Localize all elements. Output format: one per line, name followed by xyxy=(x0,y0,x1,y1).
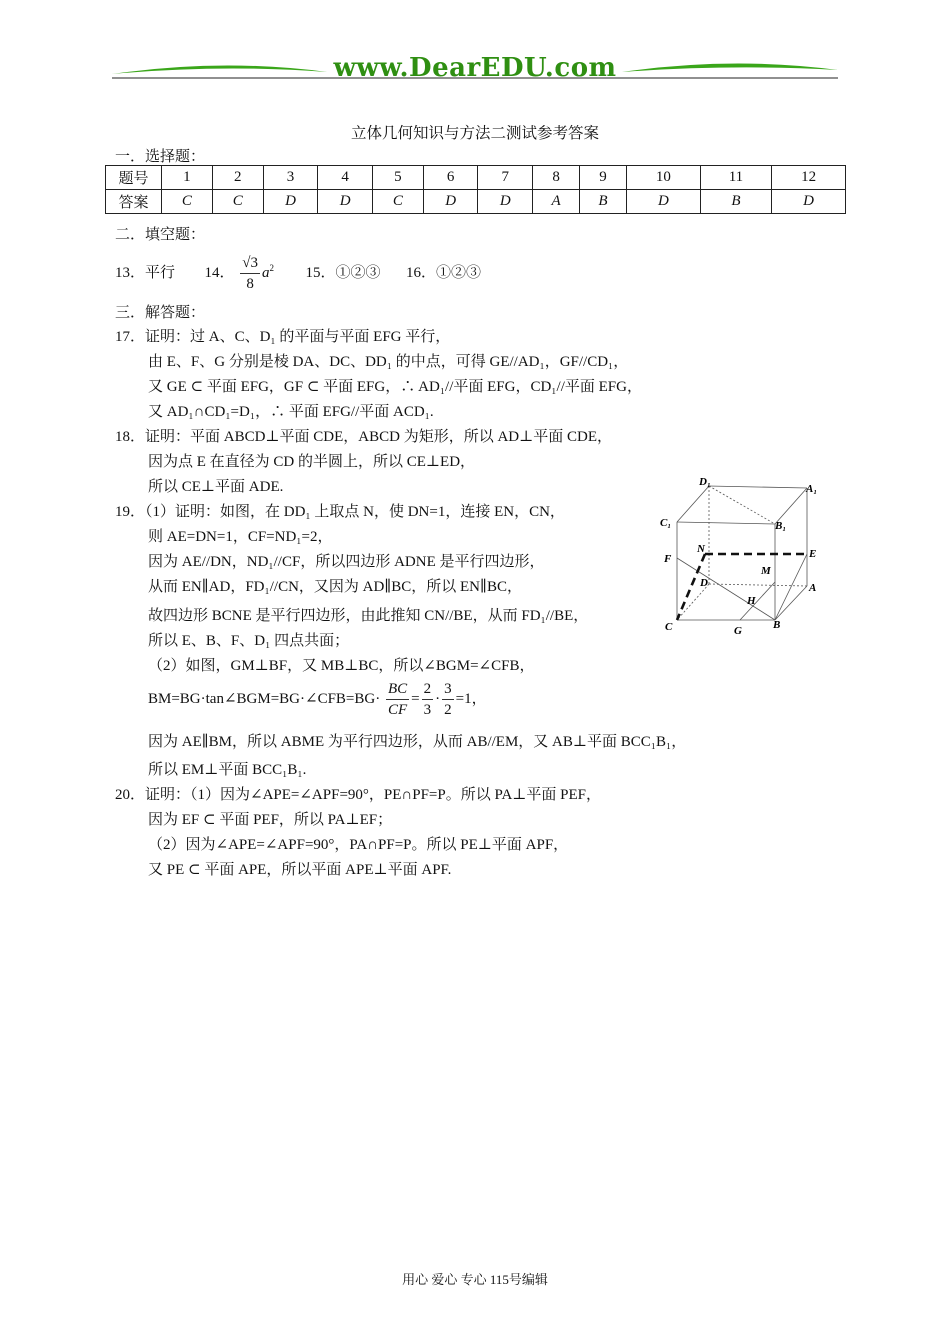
table-cell: 2 xyxy=(212,166,263,190)
site-url: www.DearEDU.com xyxy=(333,53,617,83)
fraction: $\frac{2}{3}$ xyxy=(423,681,432,719)
label-B1: B₁ xyxy=(775,520,787,532)
table-cell: C xyxy=(212,190,263,214)
table-cell: B xyxy=(700,190,771,214)
label-D: D xyxy=(700,577,708,589)
table-cell: 6 xyxy=(423,166,478,190)
q17-line: 又 GE ⊂ 平面 EFG，GF ⊂ 平面 EFG，∴ AD₁//平面 EFG，CD₁//平面 EFG， xyxy=(148,379,642,395)
table-row xyxy=(106,166,846,190)
table-cell: C xyxy=(162,190,213,214)
label-M: M xyxy=(761,565,771,577)
label-A1: A₁ xyxy=(806,483,818,495)
table-cell: 4 xyxy=(318,166,373,190)
q17-line: 由 E、F、G 分别是棱 DA、DC、DD₁ 的中点，可得 GE//AD₁，GF//CD₁， xyxy=(148,354,629,370)
table-cell: 7 xyxy=(478,166,533,190)
q19-line: 所以 EM⊥平面 BCC₁B₁. xyxy=(148,762,307,778)
section-fill-heading: 二．填空题： xyxy=(115,227,206,243)
q19-line: 因为 AE∥BM，所以 ABME 为平行四边形，从而 AB//EM，又 AB⊥平面 BCC₁B₁， xyxy=(148,734,687,750)
q18-line: 18．证明：平面 ABCD⊥平面 CDE，ABCD 为矩形，所以 AD⊥平面 CDE， xyxy=(115,429,612,445)
section-choice-heading: 一．选择题： xyxy=(115,149,206,165)
answer-15: 15．①②③ xyxy=(305,265,381,281)
q20-line: 20．证明：（1）因为∠APE=∠APF=90°，PE∩PF=P。所以 PA⊥平面 PEF， xyxy=(115,787,601,803)
table-cell: D xyxy=(626,190,700,214)
table-cell: 12 xyxy=(772,166,846,190)
table-cell: 3 xyxy=(263,166,318,190)
table-header-cell: 题号 xyxy=(106,166,162,190)
table-row xyxy=(106,190,846,214)
fraction: $\frac{BC}{CF}$ xyxy=(387,681,408,719)
table-cell: B xyxy=(580,190,627,214)
q19-line: 所以 E、B、F、D₁ 四点共面； xyxy=(148,633,350,649)
label-N: N xyxy=(697,543,705,555)
page-footer: 用心 爱心 专心 115号编辑 xyxy=(402,1272,548,1287)
page-title: 立体几何知识与方法二测试参考答案 xyxy=(350,125,599,142)
site-banner xyxy=(112,52,838,84)
answer-13: 13．平行 xyxy=(115,265,176,281)
table-cell: A xyxy=(533,190,580,214)
fraction: $\frac{3}{2}$ xyxy=(444,681,452,719)
fill-answers: 13．平行 14． $\frac{√3}{8}$ $a^2$ 15．①②③ 16．①②③ xyxy=(115,255,482,293)
table-cell: 11 xyxy=(700,166,771,190)
q20-line: （2）因为∠APE=∠APF=90°，PA∩PF=P。所以 PE⊥平面 APF， xyxy=(148,837,569,853)
fraction: $\frac{√3}{8}$ xyxy=(242,255,259,293)
q19-line: 则 AE=DN=1，CF=ND₁=2， xyxy=(148,529,333,545)
table-cell: 5 xyxy=(372,166,423,190)
label-H: H xyxy=(747,595,756,607)
table-cell: D xyxy=(478,190,533,214)
table-cell: 8 xyxy=(533,166,580,190)
geometry-figure xyxy=(655,474,835,639)
table-header-cell: 答案 xyxy=(106,190,162,214)
q20-line: 又 PE ⊂ 平面 APE，所以平面 APE⊥平面 APF. xyxy=(148,862,452,878)
q18-line: 所以 CE⊥平面 ADE. xyxy=(148,479,284,495)
table-cell: D xyxy=(263,190,318,214)
table-cell: D xyxy=(423,190,478,214)
label-G: G xyxy=(734,625,742,637)
q17-line: 17．证明：过 A、C、D₁ 的平面与平面 EFG 平行， xyxy=(115,329,451,345)
q19-line: （2）如图，GM⊥BF，又 MB⊥BC，所以∠BGM=∠CFB， xyxy=(148,658,535,674)
table-cell: 10 xyxy=(626,166,700,190)
q19-formula-line: BM=BG·tan∠BGM=BG·∠CFB=BG· $\frac{BC}{CF}$ = $\frac{2}{3}$ · $\frac{3}{2}$ =1， xyxy=(148,681,487,719)
q17-line: 又 AD₁∩CD₁=D₁，∴ 平面 EFG//平面 ACD₁. xyxy=(148,404,434,420)
answer-14-label: 14． xyxy=(204,265,235,281)
q19-line: 从而 EN∥AD，FD₁//CN，又因为 AD∥BC，所以 EN∥BC， xyxy=(148,579,522,595)
label-C: C xyxy=(665,621,673,633)
table-cell: 1 xyxy=(162,166,213,190)
section-solve-heading: 三．解答题： xyxy=(115,305,206,321)
table-cell: D xyxy=(318,190,373,214)
table-cell: D xyxy=(772,190,846,214)
table-cell: C xyxy=(372,190,423,214)
answer-table xyxy=(105,165,846,214)
table-cell: 9 xyxy=(580,166,627,190)
label-F: F xyxy=(664,553,672,565)
q19-line: 因为 AE//DN，ND₁//CF，所以四边形 ADNE 是平行四边形， xyxy=(148,554,545,570)
answer-16: 16．①②③ xyxy=(406,265,482,281)
label-C1: C₁ xyxy=(660,517,672,529)
q18-line: 因为点 E 在直径为 CD 的半圆上，所以 CE⊥ED， xyxy=(148,454,476,470)
label-A: A xyxy=(809,582,817,594)
q20-line: 因为 EF ⊂ 平面 PEF，所以 PA⊥EF； xyxy=(148,812,393,828)
q19-line: 故四边形 BCNE 是平行四边形，由此推知 CN//BE，从而 FD₁//BE， xyxy=(148,608,589,624)
q19-line: 19．（1）证明：如图，在 DD₁ 上取点 N，使 DN=1，连接 EN，CN， xyxy=(115,504,565,520)
label-E: E xyxy=(809,548,817,560)
variable-a: a xyxy=(262,265,270,281)
label-B: B xyxy=(773,619,781,631)
label-D1: D₁ xyxy=(699,476,711,488)
